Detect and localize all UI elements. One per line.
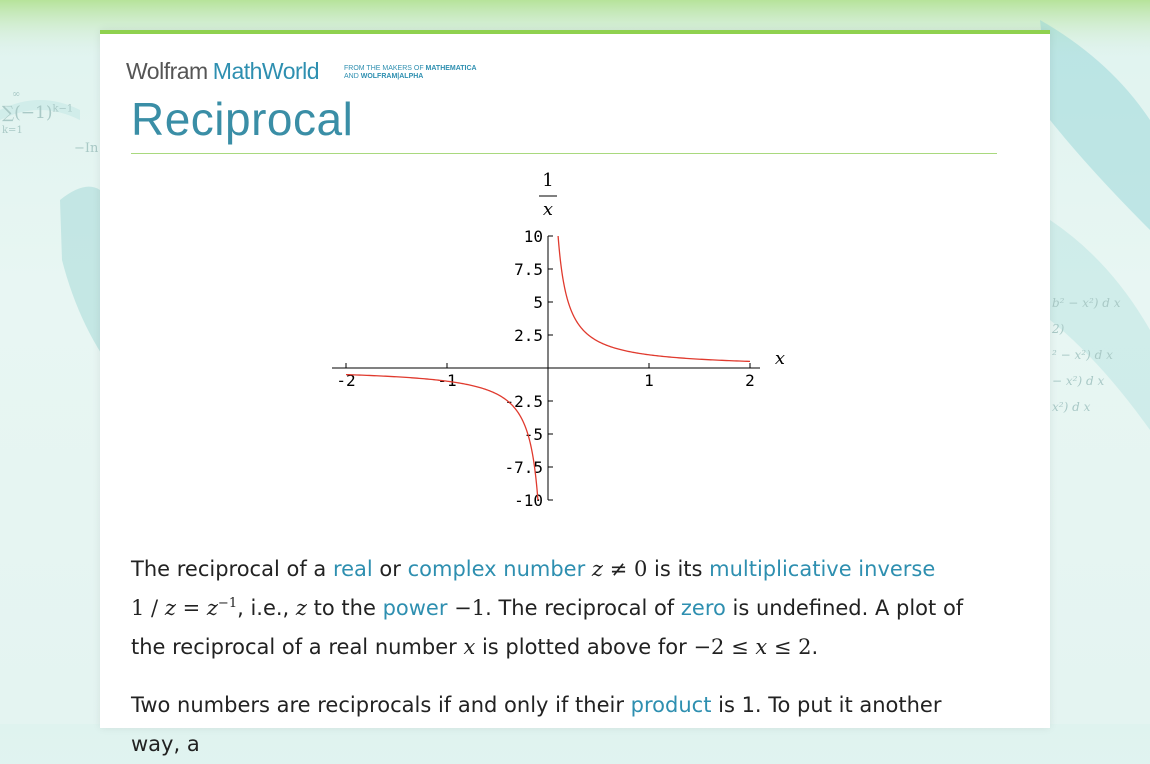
text-run: is 1. To put it another way, a bbox=[131, 693, 942, 756]
math-z: z bbox=[591, 557, 603, 581]
link-complex-number[interactable]: complex number bbox=[407, 557, 586, 581]
text-run: or bbox=[372, 557, 408, 581]
curve-series-1 bbox=[558, 236, 750, 361]
link-product[interactable]: product bbox=[630, 693, 712, 717]
y-tick-label: 10 bbox=[523, 227, 543, 246]
background-formula-right bbox=[1052, 290, 1150, 420]
text-run: Two numbers are reciprocals if and only if their bbox=[131, 693, 631, 717]
content-card bbox=[100, 30, 1050, 756]
math-range-lower: −2 ≤ bbox=[693, 635, 756, 659]
y-tick-label: -7.5 bbox=[504, 458, 543, 477]
tagline-line-2: AND bbox=[344, 73, 361, 80]
y-tick-label: 2.5 bbox=[514, 326, 543, 345]
title-divider bbox=[131, 153, 997, 154]
text-run: to the bbox=[306, 596, 383, 620]
math-exponent: −1 bbox=[217, 596, 238, 611]
y-tick-label: -10 bbox=[514, 491, 543, 510]
math-slash: / bbox=[144, 596, 165, 620]
decor-sum-top: ∞ bbox=[12, 89, 21, 100]
math-x: x bbox=[463, 635, 476, 659]
logo-mathworld: MathWorld bbox=[212, 58, 320, 84]
x-tick-label: -1 bbox=[437, 371, 457, 390]
decor-sum-exp: k−1 bbox=[52, 103, 74, 115]
tagline-line-1: FROM THE MAKERS OF bbox=[344, 65, 426, 72]
math-equals: = bbox=[175, 596, 207, 620]
math-z: z bbox=[206, 596, 218, 620]
logo-tagline bbox=[344, 65, 477, 81]
logo-wolfram: Wolfram bbox=[126, 58, 208, 84]
math-neq-zero: ≠ 0 bbox=[603, 557, 648, 581]
link-zero[interactable]: zero bbox=[680, 596, 726, 620]
decor-dx-3: ² − x²) d x bbox=[1052, 348, 1113, 362]
paragraph-reciprocals bbox=[131, 686, 997, 764]
text-run: is plotted above for bbox=[475, 635, 694, 659]
y-tick-label: -5 bbox=[523, 425, 543, 444]
reciprocal-plot bbox=[322, 170, 786, 514]
decor-sum-bottom: k=1 bbox=[2, 125, 23, 136]
math-range-upper: ≤ 2 bbox=[767, 635, 812, 659]
decor-sum: ∑(−1) bbox=[2, 103, 53, 123]
page-title: Reciprocal bbox=[131, 93, 354, 145]
text-run: . bbox=[811, 635, 819, 659]
site-logo[interactable] bbox=[126, 58, 477, 88]
text-run: The reciprocal of a bbox=[131, 557, 333, 581]
y-tick-label: 5 bbox=[533, 293, 543, 312]
link-multiplicative-inverse[interactable]: multiplicative inverse bbox=[709, 557, 936, 581]
math-one: 1 bbox=[131, 596, 145, 620]
math-z: z bbox=[164, 596, 176, 620]
text-run: . The reciprocal of bbox=[485, 596, 681, 620]
x-tick-label: -2 bbox=[336, 371, 356, 390]
decor-minus: −In bbox=[74, 141, 99, 156]
link-power[interactable]: power bbox=[382, 596, 448, 620]
y-tick-label: 7.5 bbox=[514, 260, 543, 279]
y-axis-label-numerator: 1 bbox=[542, 170, 554, 191]
tagline-wolframalpha: WOLFRAM|ALPHA bbox=[360, 73, 424, 80]
x-tick-label: 1 bbox=[644, 371, 654, 390]
decor-dx-4: − x²) d x bbox=[1052, 374, 1105, 388]
text-run: , i.e., bbox=[237, 596, 296, 620]
decor-dx-2: 2) bbox=[1052, 322, 1065, 336]
text-run: is its bbox=[647, 557, 710, 581]
paragraph-definition bbox=[131, 550, 997, 667]
decor-dx-1: b² − x²) d x bbox=[1052, 296, 1121, 310]
math-z: z bbox=[295, 596, 307, 620]
text-run: is undefined. A plot of the reciprocal of a real number bbox=[131, 596, 964, 659]
tagline-mathematica: MATHEMATICA bbox=[425, 65, 477, 72]
math-minus-one: −1 bbox=[447, 596, 486, 620]
math-x: x bbox=[755, 635, 768, 659]
background-formula-left bbox=[2, 86, 98, 158]
y-tick-label: -2.5 bbox=[504, 392, 543, 411]
x-axis-label: x bbox=[774, 348, 786, 369]
decor-dx-5: x²) d x bbox=[1052, 400, 1091, 414]
y-axis-label-denominator: x bbox=[542, 199, 554, 220]
x-tick-label: 2 bbox=[745, 371, 755, 390]
link-real[interactable]: real bbox=[332, 557, 373, 581]
